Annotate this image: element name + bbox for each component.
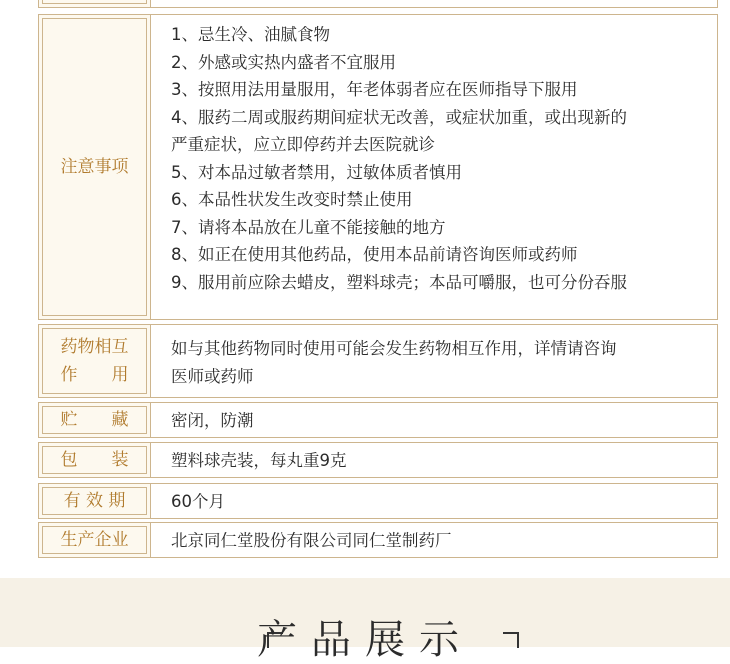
storage-value: 密闭，防潮 — [171, 411, 254, 430]
precautions-row — [38, 14, 718, 320]
interactions-label — [39, 333, 150, 389]
interactions-text-line2: 医师或药师 — [171, 367, 254, 386]
manufacturer-label-cell — [39, 523, 151, 557]
precaution-item: 8、如正在使用其他药品，使用本品前请咨询医师或药师 — [171, 245, 578, 264]
precaution-item: 6、本品性状发生改变时禁止使用 — [171, 190, 413, 209]
precaution-item: 5、对本品过敏者禁用，过敏体质者慎用 — [171, 162, 462, 182]
storage-label-cell — [39, 403, 151, 437]
prev-row-label — [39, 0, 151, 7]
validity-row — [38, 483, 718, 519]
interactions-label-line2: 作 用 — [60, 365, 129, 385]
precaution-item: 2、外感或实热内盛者不宜服用 — [171, 52, 396, 72]
prev-row — [38, 0, 718, 8]
manufacturer-row — [38, 522, 718, 558]
interactions-text-line1: 如与其他药物同时使用可能会发生药物相互作用，详情请咨询 — [171, 339, 617, 358]
validity-label: 有 效 期 — [63, 491, 126, 511]
precautions-label: 注意事项 — [60, 157, 129, 177]
packaging-label-cell — [39, 443, 151, 477]
precaution-item: 3、按照用法用量服用，年老体弱者应在医师指导下服用 — [171, 80, 578, 99]
packaging-value: 塑料球壳装，每丸重9克 — [171, 451, 347, 470]
storage-row — [38, 402, 718, 438]
manufacturer-label: 生产企业 — [60, 530, 129, 550]
validity-value: 60个月 — [171, 492, 225, 511]
precautions-label-cell — [39, 15, 151, 319]
precaution-item: 9、服用前应除去蜡皮，塑料球壳；本品可嚼服，也可分份吞服 — [171, 272, 627, 292]
validity-label-cell — [39, 484, 151, 518]
packaging-row — [38, 442, 718, 478]
precaution-item: 1、忌生冷、油腻食物 — [171, 25, 330, 44]
section-title: 产品展示 — [257, 617, 473, 663]
interactions-label-line1: 药物相互 — [60, 337, 129, 357]
packaging-label: 包 装 — [60, 450, 129, 470]
precaution-item: 4、服药二周或服药期间症状无改善，或症状加重，或出现新的 — [171, 107, 627, 127]
interactions-text — [171, 335, 707, 391]
precautions-list — [171, 21, 707, 296]
manufacturer-value: 北京同仁堂股份有限公司同仁堂制药厂 — [171, 531, 452, 550]
precaution-item: 严重症状，应立即停药并去医院就诊 — [171, 135, 435, 154]
interactions-label-cell — [39, 325, 151, 397]
precaution-item: 7、请将本品放在儿童不能接触的地方 — [171, 217, 446, 237]
storage-label: 贮 藏 — [60, 410, 129, 430]
interactions-row — [38, 324, 718, 398]
